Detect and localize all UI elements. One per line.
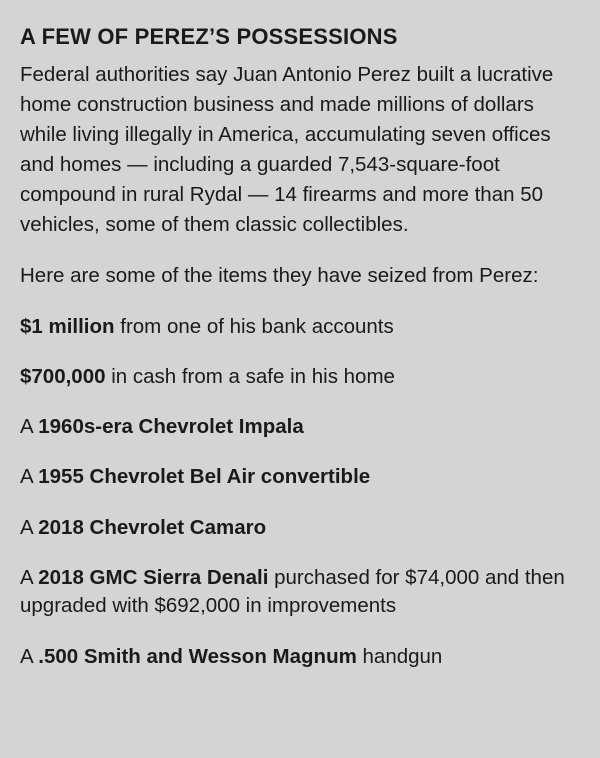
- lede-paragraph: Here are some of the items they have seized from Perez:: [20, 263, 539, 287]
- item-highlight: .500 Smith and Wesson Magnum: [38, 644, 357, 668]
- item-suffix: in cash from a safe in his home: [105, 364, 395, 388]
- item-highlight: $700,000: [20, 364, 106, 388]
- page-title: A FEW OF PEREZ’S POSSESSIONS: [20, 24, 398, 49]
- item-prefix: A: [20, 515, 39, 539]
- seized-items-list: [20, 313, 578, 671]
- item-suffix: purchased for $74,000 and then upgraded with $692,000 in improvements: [20, 566, 565, 618]
- list-item: [20, 514, 578, 542]
- item-prefix: A: [20, 644, 39, 668]
- item-highlight: 1955 Chevrolet Bel Air convertible: [38, 465, 371, 489]
- item-highlight: 1960s-era Chevrolet Impala: [38, 415, 304, 439]
- item-suffix: handgun: [356, 644, 443, 668]
- intro-paragraph: Federal authorities say Juan Antonio Perez built a lucrative home construction business and made millions of dollars while living illegally in America, accumulating seven offices and homes — including a guarded 7,543-square-foot compound in rural Rydal — 14 firearms and more than 50 vehicles, some of them classic collectibles.: [20, 63, 554, 236]
- item-prefix: A: [20, 415, 39, 439]
- list-item: [20, 413, 578, 441]
- item-highlight: 2018 GMC Sierra Denali: [38, 566, 269, 590]
- item-prefix: A: [20, 465, 39, 489]
- list-item: [20, 643, 578, 671]
- list-item: [20, 463, 578, 491]
- item-suffix: from one of his bank accounts: [114, 314, 394, 338]
- item-highlight: 2018 Chevrolet Camaro: [38, 515, 267, 539]
- list-item: [20, 313, 578, 341]
- list-item: [20, 564, 578, 621]
- item-prefix: A: [20, 566, 39, 590]
- list-item: [20, 363, 578, 391]
- item-highlight: $1 million: [20, 314, 115, 338]
